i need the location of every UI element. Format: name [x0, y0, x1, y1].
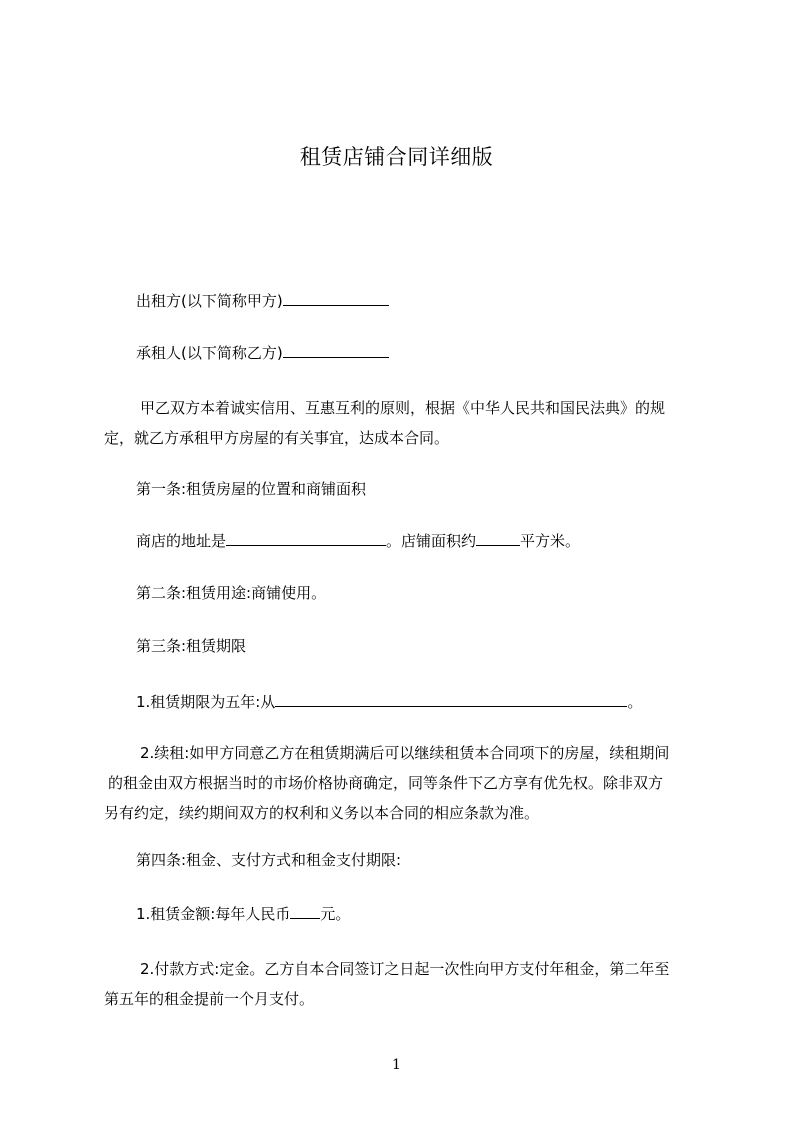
lessor-blank [283, 290, 389, 306]
area-label: 。店铺面积约 [386, 532, 477, 550]
article4-heading: 第四条:租金、支付方式和租金支付期限: [136, 851, 402, 869]
payment-paragraph [104, 954, 716, 1014]
rent-amount-line [136, 903, 350, 925]
renewal-line-3: 另有约定，续约期间双方的权利和义务以本合同的相应条款为准。 [104, 804, 540, 822]
preamble-line-2: 定，就乙方承租甲方房屋的有关事宜，达成本合同。 [104, 429, 450, 447]
term-blank [275, 691, 627, 707]
lessee-blank [283, 342, 389, 358]
payment-line-2: 第五年的租金提前一个月支付。 [104, 990, 315, 1008]
address-label: 商店的地址是 [136, 532, 227, 550]
rent-blank [290, 903, 320, 919]
renewal-line-2: 的租金由双方根据当时的市场价格协商确定，同等条件下乙方享有优先权。除非双方 [108, 774, 664, 792]
article2-line: 第二条:租赁用途:商铺使用。 [136, 584, 327, 602]
payment-line-1: 2.付款方式:定金。乙方自本合同签订之日起一次性向甲方支付年租金，第二年至 [140, 960, 670, 978]
lessee-line [136, 342, 389, 364]
term-label: 1.租赁期限为五年:从 [136, 693, 276, 711]
page-number: 1 [392, 1057, 401, 1073]
rent-label: 1.租赁金额:每年人民币 [136, 905, 291, 923]
preamble-paragraph [104, 393, 716, 453]
renewal-paragraph [104, 738, 716, 828]
document-title: 租赁店铺合同详细版 [299, 145, 494, 169]
article1-heading: 第一条:租赁房屋的位置和商铺面积 [136, 480, 367, 498]
preamble-line-1: 甲乙双方本着诚实信用、互惠互利的原则，根据《中华人民共和国民法典》的规 [140, 399, 666, 417]
address-line [136, 530, 580, 552]
lessor-label: 出租方(以下简称甲方) [136, 292, 283, 310]
area-unit: 平方米。 [520, 532, 581, 550]
lease-term-line [136, 691, 642, 713]
address-blank [226, 530, 386, 546]
renewal-line-1: 2.续租:如甲方同意乙方在租赁期满后可以继续租赁本合同项下的房屋，续租期间 [140, 744, 670, 762]
lessee-label: 承租人(以下简称乙方) [136, 344, 283, 362]
article3-heading: 第三条:租赁期限 [136, 637, 247, 655]
lessor-line [136, 290, 389, 312]
rent-unit: 元。 [320, 905, 351, 923]
term-end: 。 [627, 693, 643, 711]
area-blank [476, 530, 520, 546]
